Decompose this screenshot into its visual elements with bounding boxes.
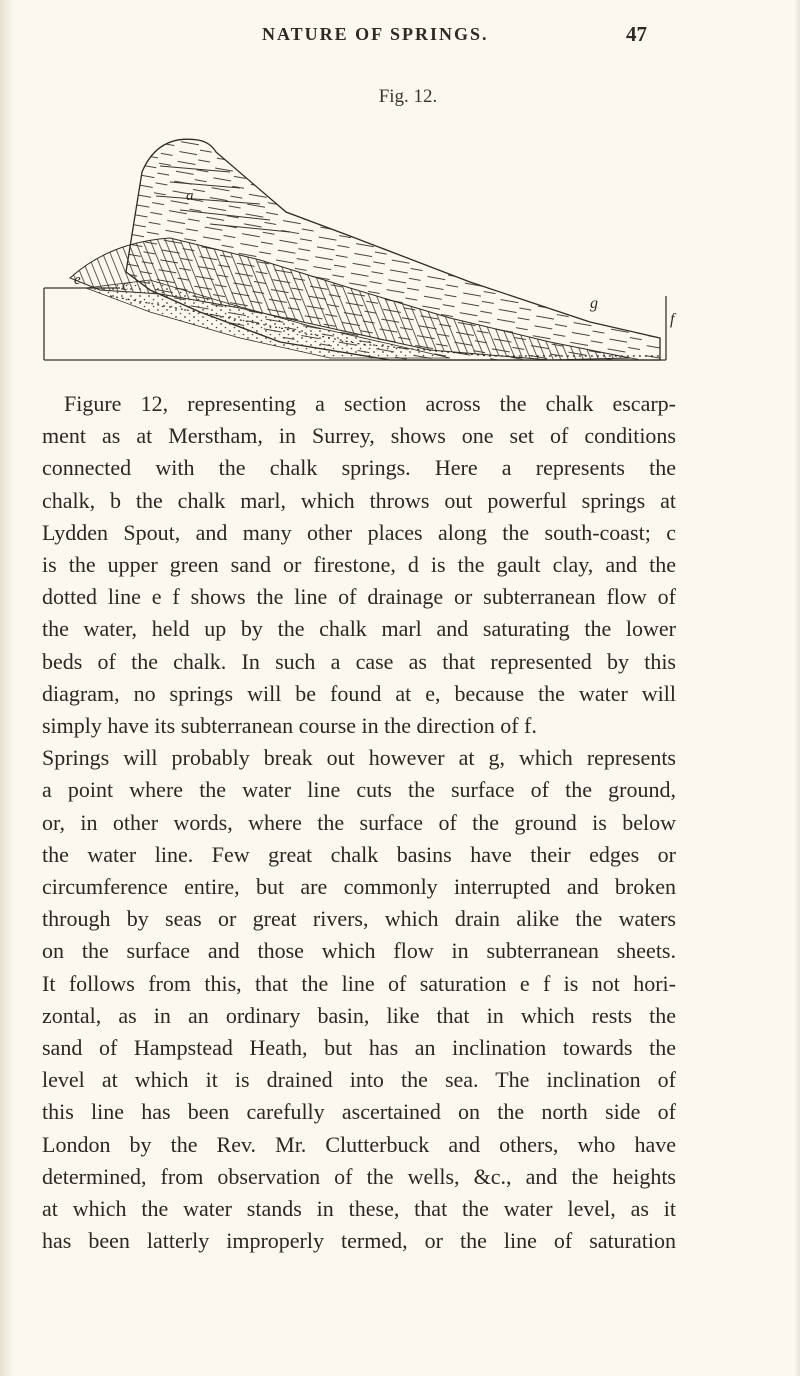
page-gutter-shadow bbox=[0, 0, 14, 1376]
body-text bbox=[42, 388, 676, 1257]
figure-caption: Fig. 12. bbox=[378, 86, 438, 107]
text-line: ment as at Merstham, in Surrey, shows one set of conditions bbox=[42, 423, 676, 449]
text-line: through by seas or great rivers, which drain alike the waters bbox=[42, 906, 676, 932]
running-head bbox=[0, 24, 800, 50]
text-line: sand of Hampstead Heath, but has an inclination towards the bbox=[42, 1035, 676, 1061]
label-c: c bbox=[122, 278, 129, 294]
text-line: circumference entire, but are commonly interrupted and broken bbox=[42, 874, 676, 900]
text-line: the water line. Few great chalk basins have their edges or bbox=[42, 841, 676, 867]
chalk-escarpment-figure bbox=[30, 112, 680, 374]
page-number: 47 bbox=[626, 22, 647, 46]
text-line: connected with the chalk springs. Here a represents the bbox=[42, 455, 676, 481]
running-title: NATURE OF SPRINGS. bbox=[262, 24, 489, 44]
text-line: is the upper green sand or firestone, d is the gault clay, and the bbox=[42, 552, 676, 578]
text-line: has been latterly improperly termed, or the line of saturation bbox=[42, 1228, 676, 1254]
text-line: this line has been carefully ascertained on the north side of bbox=[42, 1099, 676, 1125]
text-line: determined, from observation of the wells, &c., and the heights bbox=[42, 1163, 676, 1189]
text-line: It follows from this, that the line of saturation e f is not hori- bbox=[42, 970, 676, 996]
label-e: e bbox=[74, 272, 81, 288]
text-line: dotted line e f shows the line of drainage or subterranean flow of bbox=[42, 584, 676, 610]
text-line: at which the water stands in these, that the water level, as it bbox=[42, 1196, 676, 1222]
text-line: beds of the chalk. In such a case as that represented by this bbox=[42, 648, 676, 674]
text-line: Lydden Spout, and many other places along the south-coast; c bbox=[42, 519, 676, 545]
text-line: a point where the water line cuts the surface of the ground, bbox=[42, 777, 676, 803]
label-a: a bbox=[186, 188, 194, 204]
text-line: London by the Rev. Mr. Clutterbuck and others, who have bbox=[42, 1131, 676, 1157]
text-line: zontal, as in an ordinary basin, like that in which rests the bbox=[42, 1002, 676, 1028]
text-line: chalk, b the chalk marl, which throws out powerful springs at bbox=[42, 487, 676, 513]
text-line: or, in other words, where the surface of the ground is below bbox=[42, 809, 676, 835]
label-f: f bbox=[670, 311, 675, 328]
text-line: Figure 12, representing a section across the chalk escarp- bbox=[64, 391, 676, 416]
label-g: g bbox=[590, 295, 598, 312]
text-line: level at which it is drained into the sea. The inclination of bbox=[42, 1067, 676, 1093]
text-line: Springs will probably break out however at g, which represents bbox=[42, 745, 676, 771]
text-line: diagram, no springs will be found at e, because the water will bbox=[42, 680, 676, 706]
text-line: simply have its subterranean course in the direction of f. bbox=[42, 713, 537, 739]
text-line: the water, held up by the chalk marl and saturating the lower bbox=[42, 616, 676, 642]
section-diagram bbox=[30, 112, 680, 374]
text-line: on the surface and those which flow in subterranean sheets. bbox=[42, 938, 676, 964]
page-edge-shadow bbox=[794, 0, 800, 1376]
